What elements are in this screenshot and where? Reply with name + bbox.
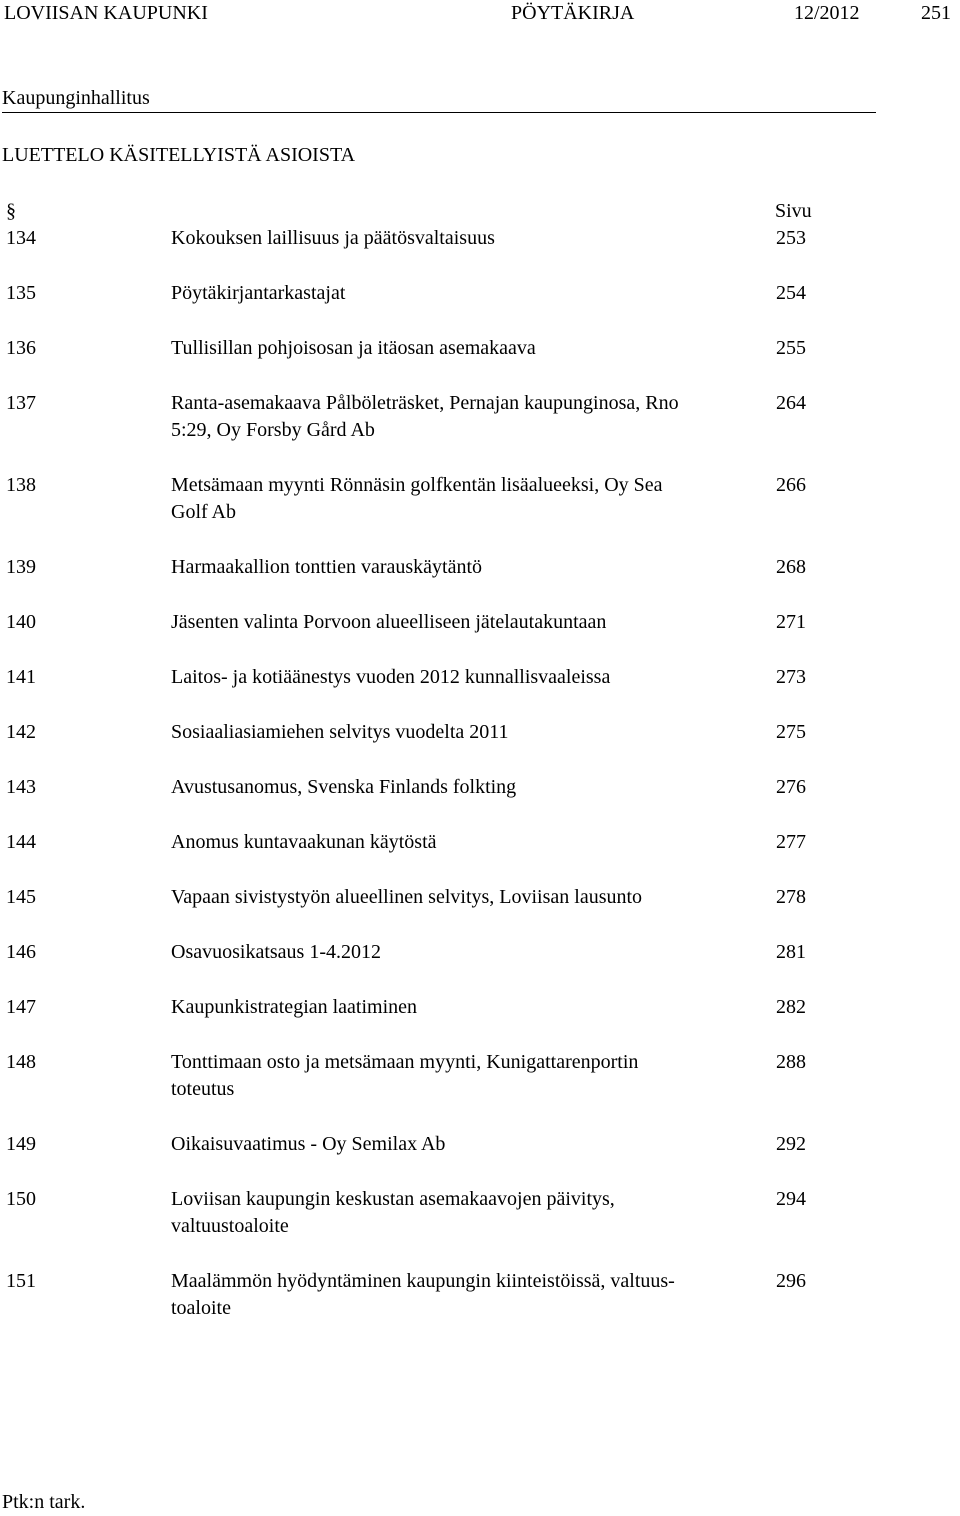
- item-number: 145: [6, 886, 36, 908]
- item-title-line: Kaupunkistrategian laatiminen: [171, 996, 418, 1018]
- item-number: 134: [6, 227, 36, 249]
- item-title: [171, 994, 771, 1021]
- item-title-line: Golf Ab: [171, 501, 236, 523]
- item-page: 255: [776, 337, 806, 359]
- item-page: 278: [776, 886, 806, 908]
- item-page: 275: [776, 721, 806, 743]
- item-page: 268: [776, 556, 806, 578]
- item-title: [171, 554, 771, 581]
- item-title: [171, 939, 771, 966]
- item-number: 143: [6, 776, 36, 798]
- item-title: [171, 1186, 771, 1240]
- item-number: 135: [6, 282, 36, 304]
- body-name: Kaupunginhallitus: [2, 85, 876, 113]
- item-title-line: Oikaisuvaatimus - Oy Semilax Ab: [171, 1133, 446, 1155]
- item-title-line: Tullisillan pohjoisosan ja itäosan asemakaava: [171, 337, 536, 359]
- item-page: 281: [776, 941, 806, 963]
- item-title-line: Loviisan kaupungin keskustan asemakaavojen päivitys,: [171, 1188, 615, 1210]
- item-page: 254: [776, 282, 806, 304]
- item-number: 144: [6, 831, 36, 853]
- item-number: 142: [6, 721, 36, 743]
- item-page: 288: [776, 1051, 806, 1073]
- item-title-line: Metsämaan myynti Rönnäsin golfkentän lisäalueeksi, Oy Sea: [171, 474, 663, 496]
- item-number: 151: [6, 1270, 36, 1292]
- item-title: [171, 719, 771, 746]
- item-title: [171, 280, 771, 307]
- item-title-line: Anomus kuntavaakunan käytöstä: [171, 831, 437, 853]
- item-title-line: Ranta-asemakaava Pålböleträsket, Pernajan kaupunginosa, Rno: [171, 392, 679, 414]
- item-page: 277: [776, 831, 806, 853]
- item-page: 292: [776, 1133, 806, 1155]
- item-title-line: Tonttimaan osto ja metsämaan myynti, Kunigattarenportin: [171, 1051, 639, 1073]
- item-title-line: toteutus: [171, 1078, 235, 1100]
- item-number: 146: [6, 941, 36, 963]
- item-number: 150: [6, 1188, 36, 1210]
- item-title-line: Kokouksen laillisuus ja päätösvaltaisuus: [171, 227, 495, 249]
- header-document-type: PÖYTÄKIRJA: [511, 2, 635, 24]
- item-title: [171, 664, 771, 691]
- item-title: [171, 884, 771, 911]
- item-number: 139: [6, 556, 36, 578]
- item-title: [171, 774, 771, 801]
- item-title-line: 5:29, Oy Forsby Gård Ab: [171, 419, 375, 441]
- item-page: 276: [776, 776, 806, 798]
- header-organization: LOVIISAN KAUPUNKI: [4, 2, 208, 24]
- item-title-line: Harmaakallion tonttien varauskäytäntö: [171, 556, 483, 578]
- item-title-line: Laitos- ja kotiäänestys vuoden 2012 kunnallisvaaleissa: [171, 666, 611, 688]
- item-number: 140: [6, 611, 36, 633]
- item-title: [171, 335, 771, 362]
- item-title: [171, 1049, 771, 1103]
- item-title-line: Maalämmön hyödyntäminen kaupungin kiinteistöissä, valtuus-: [171, 1270, 675, 1292]
- item-title-line: Vapaan sivistystyön alueellinen selvitys, Loviisan lausunto: [171, 886, 643, 908]
- item-title: [171, 1131, 771, 1158]
- item-page: 294: [776, 1188, 806, 1210]
- item-page: 296: [776, 1270, 806, 1292]
- item-title-line: valtuustoaloite: [171, 1215, 289, 1237]
- page-column-label: Sivu: [775, 200, 812, 222]
- item-page: 253: [776, 227, 806, 249]
- item-page: 266: [776, 474, 806, 496]
- item-number: 137: [6, 392, 36, 414]
- item-number: 147: [6, 996, 36, 1018]
- item-number: 136: [6, 337, 36, 359]
- item-number: 138: [6, 474, 36, 496]
- item-page: 273: [776, 666, 806, 688]
- item-title: [171, 390, 771, 444]
- item-title-line: Jäsenten valinta Porvoon alueelliseen jätelautakuntaan: [171, 611, 607, 633]
- item-title-line: Sosiaaliasiamiehen selvitys vuodelta 2011: [171, 721, 509, 743]
- paragraph-sign: §: [6, 200, 16, 222]
- item-title: [171, 472, 771, 526]
- item-title-line: Avustusanomus, Svenska Finlands folkting: [171, 776, 517, 798]
- item-number: 141: [6, 666, 36, 688]
- item-page: 271: [776, 611, 806, 633]
- item-title: [171, 829, 771, 856]
- footer-note: Ptk:n tark.: [2, 1491, 86, 1513]
- item-number: 149: [6, 1133, 36, 1155]
- item-title-line: Pöytäkirjantarkastajat: [171, 282, 346, 304]
- item-number: 148: [6, 1051, 36, 1073]
- list-title: LUETTELO KÄSITELLYISTÄ ASIOISTA: [2, 144, 356, 166]
- item-page: 264: [776, 392, 806, 414]
- item-title: [171, 225, 771, 252]
- item-title-line: Osavuosikatsaus 1-4.2012: [171, 941, 381, 963]
- item-title: [171, 609, 771, 636]
- header-issue: 12/2012: [794, 2, 860, 24]
- item-title-line: toaloite: [171, 1297, 231, 1319]
- item-title: [171, 1268, 771, 1322]
- header-page-number: 251: [921, 2, 951, 24]
- item-page: 282: [776, 996, 806, 1018]
